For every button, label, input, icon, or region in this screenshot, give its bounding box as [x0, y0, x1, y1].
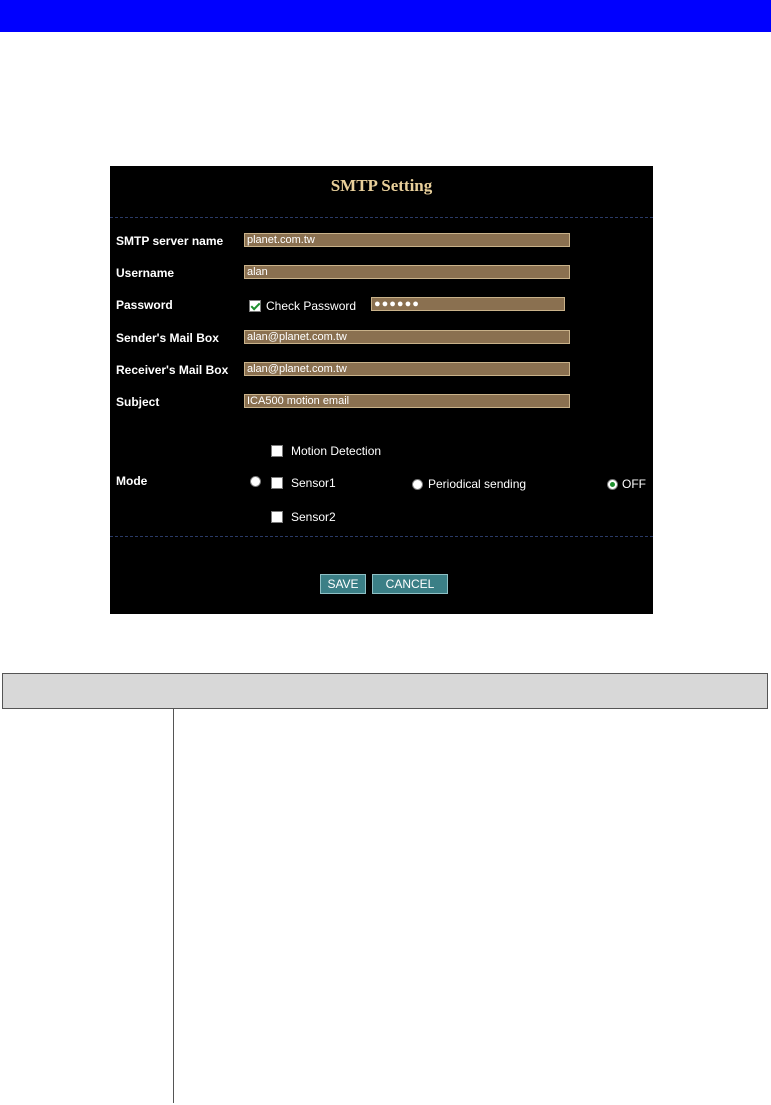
check-password-checkbox[interactable] [249, 300, 261, 312]
sender-mailbox-label: Sender's Mail Box [116, 331, 219, 345]
periodical-sending-label: Periodical sending [428, 477, 527, 491]
table-header-row [2, 673, 768, 709]
check-password-option[interactable] [249, 299, 356, 313]
sensor2-option[interactable] [271, 510, 336, 524]
off-label: OFF [622, 477, 646, 491]
password-label: Password [116, 298, 173, 312]
sensor1-option[interactable] [271, 476, 336, 490]
divider-bottom [110, 536, 653, 537]
description-table [2, 673, 768, 1103]
sensor1-checkbox[interactable] [271, 477, 283, 489]
smtp-setting-panel [110, 166, 653, 614]
receiver-mailbox-label: Receiver's Mail Box [116, 363, 229, 377]
motion-detection-checkbox[interactable] [271, 445, 283, 457]
top-banner [0, 0, 771, 32]
sensor1-label: Sensor1 [291, 476, 336, 490]
password-input[interactable]: ●●●●●● [371, 297, 565, 311]
off-option[interactable] [607, 477, 646, 491]
table-column-divider [173, 709, 174, 1103]
username-input[interactable] [244, 265, 570, 279]
sensor2-label: Sensor2 [291, 510, 336, 524]
receiver-mailbox-input[interactable] [244, 362, 570, 376]
check-password-label: Check Password [266, 299, 357, 313]
smtp-server-name-label: SMTP server name [116, 234, 224, 248]
motion-detection-option[interactable] [271, 444, 381, 458]
periodical-sending-option[interactable] [412, 477, 526, 491]
mode-label: Mode [116, 474, 148, 488]
sensor-mode-option[interactable] [250, 476, 261, 487]
cancel-button[interactable]: CANCEL [372, 574, 448, 594]
sensor2-checkbox[interactable] [271, 511, 283, 523]
subject-label: Subject [116, 395, 160, 409]
off-radio[interactable] [607, 479, 618, 490]
motion-detection-label: Motion Detection [291, 444, 382, 458]
subject-input[interactable] [244, 394, 570, 408]
panel-title: SMTP Setting [330, 176, 433, 195]
username-label: Username [116, 266, 175, 280]
sensor-mode-radio[interactable] [250, 476, 261, 487]
divider-top [110, 217, 653, 218]
save-button[interactable]: SAVE [320, 574, 366, 594]
periodical-sending-radio[interactable] [412, 479, 423, 490]
smtp-server-name-input[interactable] [244, 233, 570, 247]
sender-mailbox-input[interactable] [244, 330, 570, 344]
